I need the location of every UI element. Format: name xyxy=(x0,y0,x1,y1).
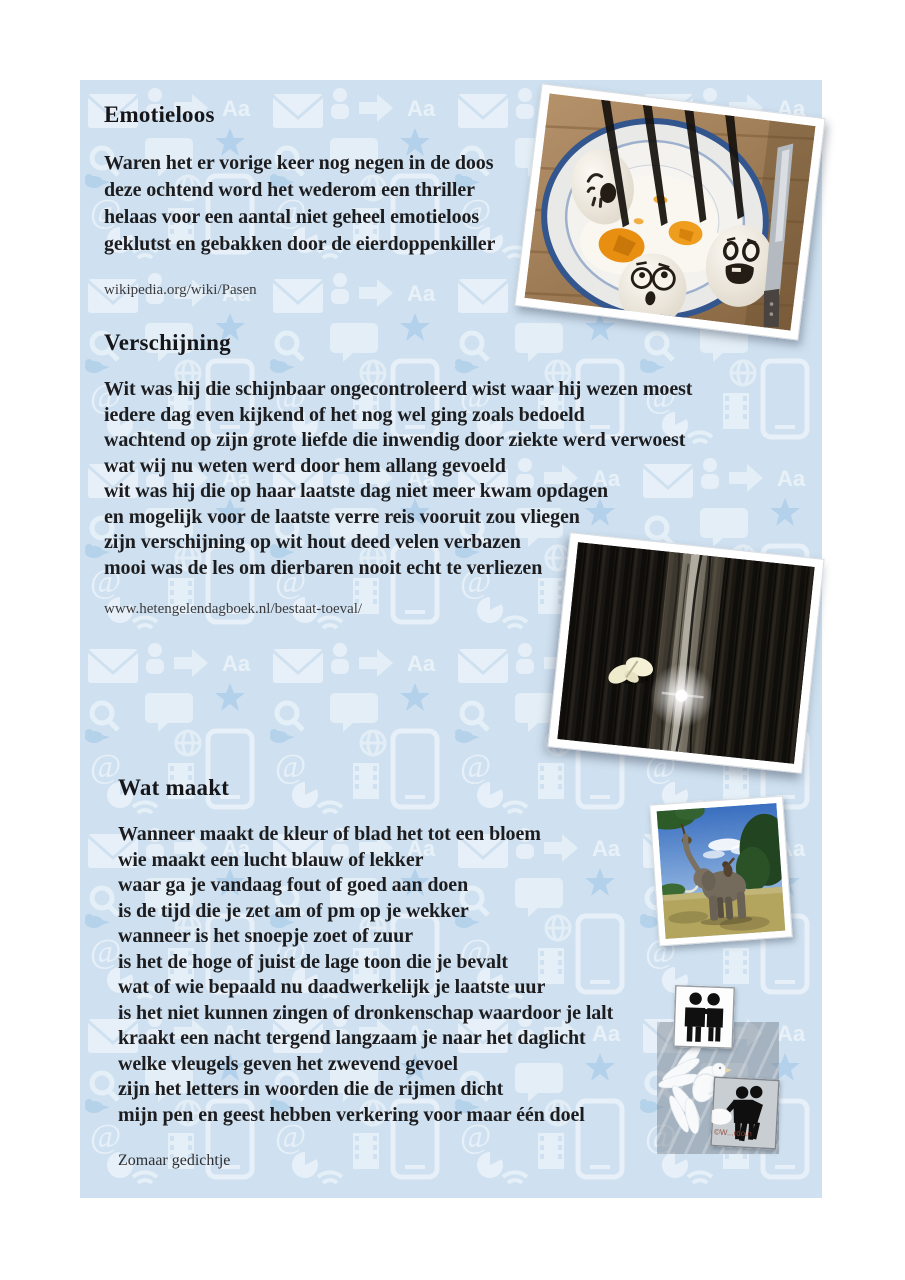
poem-line: wat wij nu weten werd door hem allang gevoeld xyxy=(104,454,506,477)
poem-line: geklutst en gebakken door de eierdoppenkiller xyxy=(104,233,496,255)
watermark-text: ©W...rdo.n xyxy=(713,1127,753,1139)
source-link-engelendagboek[interactable]: www.hetengelendagboek.nl/bestaat-toeval/ xyxy=(104,601,363,617)
poem-line: wit was hij die op haar laatste dag niet meer kwam opdagen xyxy=(104,480,609,502)
poem-line: mooi was de les om dierbaren nooit echt te verliezen xyxy=(104,556,543,579)
poem-line: en mogelijk voor de laatste verre reis vooruit zou vliegen xyxy=(104,505,580,528)
poem-line: welke vleugels geven het zwevend gevoel xyxy=(118,1052,458,1075)
poem-line: zijn het letters in woorden die de rijmen dicht xyxy=(118,1078,504,1100)
elephant-photo[interactable] xyxy=(649,795,793,946)
poem-line: kraakt een nacht tergend langzaam je naar het daglicht xyxy=(118,1027,586,1049)
source-link-pasen[interactable]: wikipedia.org/wiki/Pasen xyxy=(104,282,257,298)
poem-line: zijn verschijning op wit hout deed velen verbazen xyxy=(104,531,521,553)
poem-line: wanneer is het snoepje zoet of zuur xyxy=(118,925,413,947)
poem-line: Wanneer maakt de kleur of blad het tot een bloem xyxy=(118,823,541,845)
poem-emotieloos xyxy=(104,150,495,258)
pictogram-two-figures[interactable] xyxy=(673,985,735,1049)
eggs-photo[interactable] xyxy=(514,83,825,340)
poem-line: helaas voor een aantal niet geheel emotieloos xyxy=(104,206,480,228)
poem-line: Waren het er vorige keer nog negen in de doos xyxy=(104,152,494,174)
poem-title-emotieloos: Emotieloos xyxy=(104,102,215,127)
pictogram-embracing-figures[interactable] xyxy=(710,1076,780,1149)
poem-line: is de tijd die je zet am of pm op je wekker xyxy=(118,899,469,922)
poem-line: waar ga je vandaag fout of goed aan doen xyxy=(118,874,469,896)
eggs-photo-illustration xyxy=(524,93,815,330)
poem-line: iedere dag even kijkend of het nog wel ging zoals bedoeld xyxy=(104,403,585,426)
poem-line: wat of wie bepaald nu daadwerkelijk je laatste uur xyxy=(118,976,546,998)
poem-line: deze ochtend word het wederom een thriller xyxy=(104,179,475,201)
poem-title-verschijning: Verschijning xyxy=(104,330,231,355)
poem-line: is het niet kunnen zingen of dronkenschap waardoor je lalt xyxy=(118,1001,614,1024)
footer-note: Zomaar gedichtje xyxy=(118,1152,231,1169)
poem-line: wie maakt een lucht blauw of lekker xyxy=(118,848,424,871)
butterfly-photo-illustration xyxy=(557,542,814,764)
poem-line: wachtend op zijn grote liefde die inwendig door ziekte werd verwoest xyxy=(104,429,686,451)
elephant-photo-illustration xyxy=(657,803,786,939)
poem-line: mijn pen en geest hebben verkering voor maar één doel xyxy=(118,1103,585,1126)
poem-line: Wit was hij die schijnbaar ongecontroleerd wist waar hij wezen moest xyxy=(104,378,693,400)
poem-title-wat-maakt: Wat maakt xyxy=(118,775,230,800)
poem-wat-maakt xyxy=(118,822,613,1128)
poem-line: is het de hoge of juist de lage toon die je bevalt xyxy=(118,950,508,973)
butterfly-photo[interactable] xyxy=(547,532,824,774)
